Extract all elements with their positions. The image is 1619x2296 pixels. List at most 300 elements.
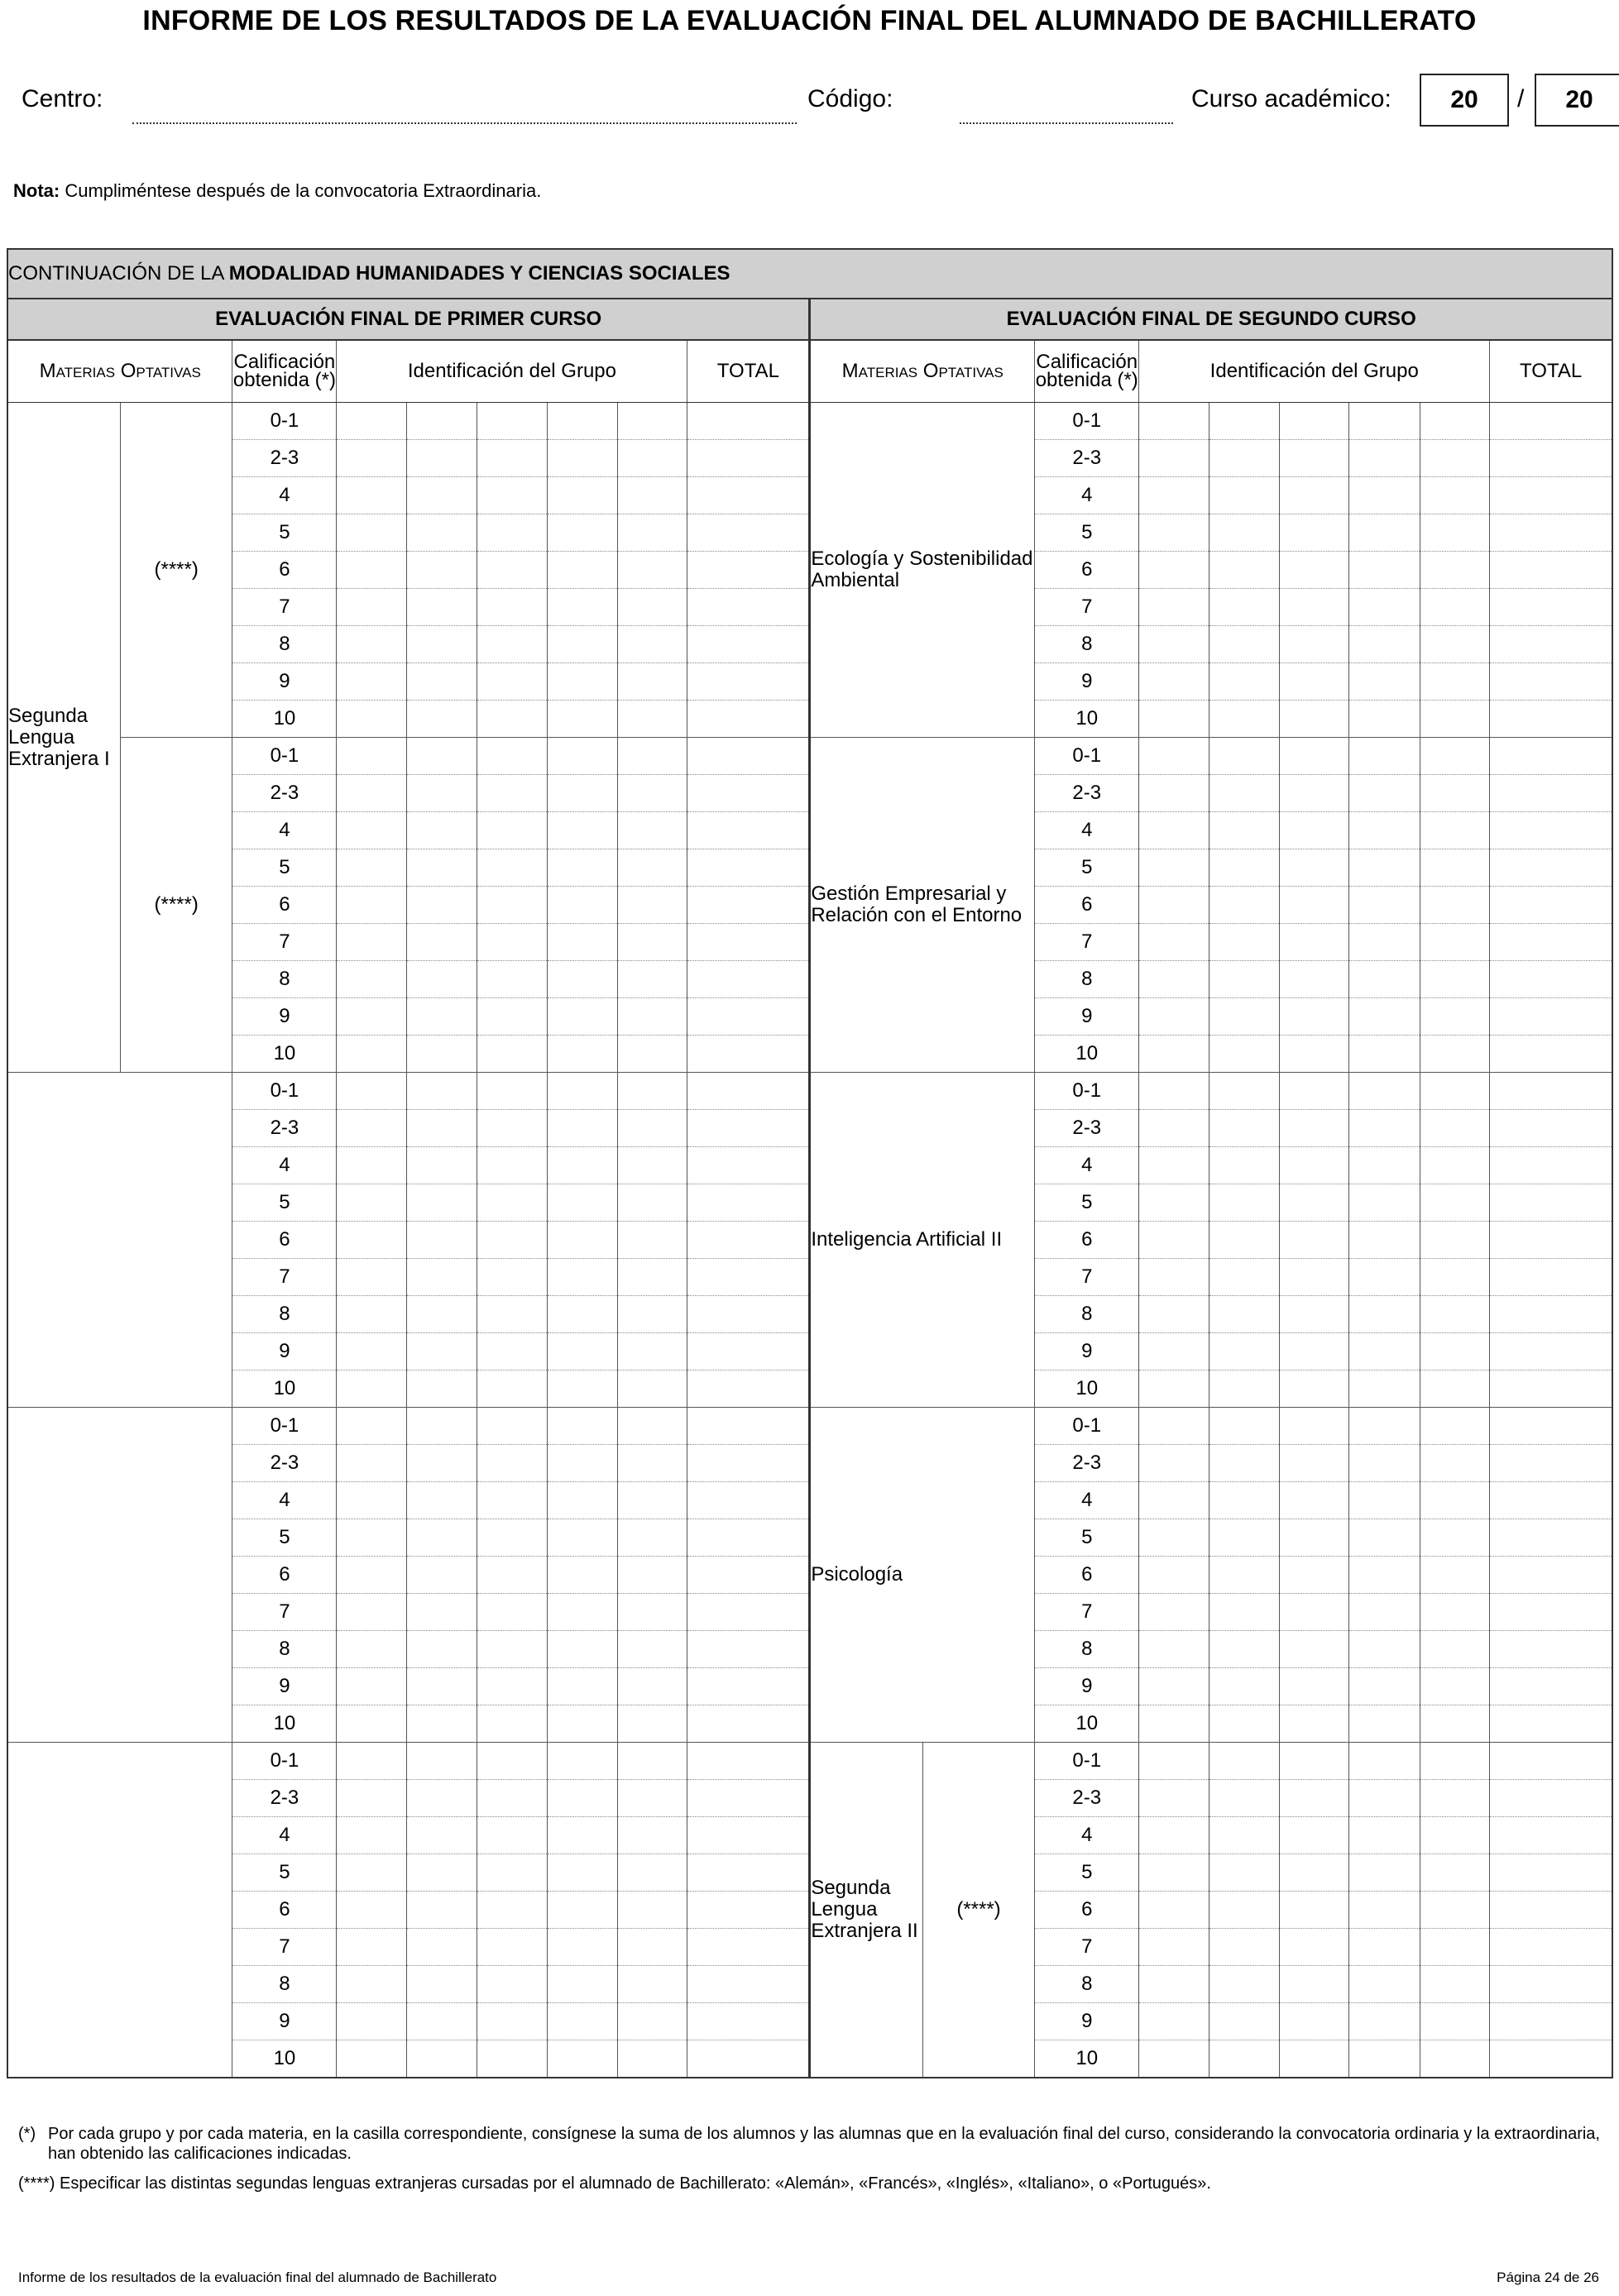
total-cell[interactable] <box>1490 1482 1612 1519</box>
group-cell[interactable] <box>1420 1073 1489 1110</box>
group-cell[interactable] <box>477 2040 547 2078</box>
group-cell[interactable] <box>1420 403 1489 440</box>
group-cell[interactable] <box>547 1668 617 1705</box>
group-cell[interactable] <box>1139 1929 1209 1966</box>
total-cell[interactable] <box>687 812 810 849</box>
group-cell[interactable] <box>1349 1817 1420 1854</box>
group-cell[interactable] <box>406 1259 477 1296</box>
group-cell[interactable] <box>1209 403 1279 440</box>
group-cell[interactable] <box>1139 1557 1209 1594</box>
group-cell[interactable] <box>1280 2040 1349 2078</box>
group-cell[interactable] <box>1420 1557 1489 1594</box>
total-cell[interactable] <box>687 998 810 1036</box>
total-cell[interactable] <box>687 961 810 998</box>
total-cell[interactable] <box>1490 1222 1612 1259</box>
total-cell[interactable] <box>1490 2003 1612 2040</box>
group-cell[interactable] <box>1420 1147 1489 1184</box>
group-cell[interactable] <box>1349 1333 1420 1370</box>
group-cell[interactable] <box>547 1296 617 1333</box>
group-cell[interactable] <box>406 1966 477 2003</box>
group-cell[interactable] <box>1280 1110 1349 1147</box>
group-cell[interactable] <box>618 1854 687 1892</box>
group-cell[interactable] <box>1209 1445 1279 1482</box>
group-cell[interactable] <box>1349 1668 1420 1705</box>
group-cell[interactable] <box>477 477 547 514</box>
group-cell[interactable] <box>618 1445 687 1482</box>
group-cell[interactable] <box>406 1594 477 1631</box>
group-cell[interactable] <box>477 440 547 477</box>
group-cell[interactable] <box>1209 1259 1279 1296</box>
total-cell[interactable] <box>1490 514 1612 552</box>
group-cell[interactable] <box>1139 1259 1209 1296</box>
group-cell[interactable] <box>547 1594 617 1631</box>
group-cell[interactable] <box>1280 1780 1349 1817</box>
left-subject-blank-3[interactable] <box>7 1743 232 2078</box>
group-cell[interactable] <box>406 1222 477 1259</box>
group-cell[interactable] <box>406 1705 477 1743</box>
group-cell[interactable] <box>547 440 617 477</box>
group-cell[interactable] <box>1420 1110 1489 1147</box>
group-cell[interactable] <box>1349 1482 1420 1519</box>
group-cell[interactable] <box>337 961 406 998</box>
group-cell[interactable] <box>1209 1780 1279 1817</box>
group-cell[interactable] <box>1280 403 1349 440</box>
group-cell[interactable] <box>1139 663 1209 701</box>
group-cell[interactable] <box>1139 589 1209 626</box>
group-cell[interactable] <box>337 1036 406 1073</box>
group-cell[interactable] <box>477 514 547 552</box>
total-cell[interactable] <box>1490 1631 1612 1668</box>
group-cell[interactable] <box>1139 552 1209 589</box>
total-cell[interactable] <box>1490 1184 1612 1222</box>
total-cell[interactable] <box>1490 1370 1612 1408</box>
group-cell[interactable] <box>1139 1892 1209 1929</box>
total-cell[interactable] <box>687 663 810 701</box>
group-cell[interactable] <box>547 1036 617 1073</box>
group-cell[interactable] <box>1280 1929 1349 1966</box>
group-cell[interactable] <box>1349 477 1420 514</box>
group-cell[interactable] <box>1280 477 1349 514</box>
group-cell[interactable] <box>547 775 617 812</box>
group-cell[interactable] <box>337 1966 406 2003</box>
group-cell[interactable] <box>618 701 687 738</box>
total-cell[interactable] <box>687 1147 810 1184</box>
group-cell[interactable] <box>1420 626 1489 663</box>
group-cell[interactable] <box>406 1854 477 1892</box>
group-cell[interactable] <box>1209 1408 1279 1445</box>
total-cell[interactable] <box>1490 589 1612 626</box>
group-cell[interactable] <box>1209 1222 1279 1259</box>
total-cell[interactable] <box>1490 812 1612 849</box>
group-cell[interactable] <box>337 626 406 663</box>
total-cell[interactable] <box>687 701 810 738</box>
total-cell[interactable] <box>1490 1296 1612 1333</box>
group-cell[interactable] <box>477 1333 547 1370</box>
year-start-field[interactable]: 20 <box>1420 74 1509 127</box>
total-cell[interactable] <box>687 1966 810 2003</box>
group-cell[interactable] <box>1209 626 1279 663</box>
group-cell[interactable] <box>337 1519 406 1557</box>
total-cell[interactable] <box>687 1557 810 1594</box>
group-cell[interactable] <box>547 2040 617 2078</box>
group-cell[interactable] <box>547 663 617 701</box>
group-cell[interactable] <box>1280 1557 1349 1594</box>
group-cell[interactable] <box>1139 1854 1209 1892</box>
group-cell[interactable] <box>1139 1743 1209 1780</box>
total-cell[interactable] <box>687 1817 810 1854</box>
group-cell[interactable] <box>618 1147 687 1184</box>
group-cell[interactable] <box>337 1482 406 1519</box>
total-cell[interactable] <box>687 1370 810 1408</box>
group-cell[interactable] <box>477 403 547 440</box>
total-cell[interactable] <box>687 1445 810 1482</box>
group-cell[interactable] <box>1349 1296 1420 1333</box>
total-cell[interactable] <box>687 924 810 961</box>
group-cell[interactable] <box>1280 626 1349 663</box>
group-cell[interactable] <box>1349 1408 1420 1445</box>
group-cell[interactable] <box>1280 1892 1349 1929</box>
group-cell[interactable] <box>1349 887 1420 924</box>
total-cell[interactable] <box>1490 1668 1612 1705</box>
group-cell[interactable] <box>337 775 406 812</box>
group-cell[interactable] <box>477 1296 547 1333</box>
group-cell[interactable] <box>477 1705 547 1743</box>
group-cell[interactable] <box>337 738 406 775</box>
left-subject-blank-1[interactable] <box>7 1073 232 1408</box>
group-cell[interactable] <box>1349 1631 1420 1668</box>
group-cell[interactable] <box>547 1631 617 1668</box>
group-cell[interactable] <box>1349 1594 1420 1631</box>
group-cell[interactable] <box>547 1445 617 1482</box>
group-cell[interactable] <box>547 1147 617 1184</box>
group-cell[interactable] <box>1139 1036 1209 1073</box>
group-cell[interactable] <box>1139 887 1209 924</box>
group-cell[interactable] <box>1209 1892 1279 1929</box>
group-cell[interactable] <box>337 403 406 440</box>
group-cell[interactable] <box>618 552 687 589</box>
total-cell[interactable] <box>687 1743 810 1780</box>
group-cell[interactable] <box>547 1780 617 1817</box>
group-cell[interactable] <box>1349 1370 1420 1408</box>
total-cell[interactable] <box>1490 887 1612 924</box>
group-cell[interactable] <box>337 998 406 1036</box>
group-cell[interactable] <box>1420 1966 1489 2003</box>
group-cell[interactable] <box>547 849 617 887</box>
group-cell[interactable] <box>1209 1705 1279 1743</box>
group-cell[interactable] <box>477 849 547 887</box>
group-cell[interactable] <box>337 812 406 849</box>
group-cell[interactable] <box>1420 1370 1489 1408</box>
group-cell[interactable] <box>547 1184 617 1222</box>
total-cell[interactable] <box>1490 701 1612 738</box>
group-cell[interactable] <box>337 1333 406 1370</box>
group-cell[interactable] <box>1280 924 1349 961</box>
group-cell[interactable] <box>1280 961 1349 998</box>
group-cell[interactable] <box>406 961 477 998</box>
group-cell[interactable] <box>1349 924 1420 961</box>
total-cell[interactable] <box>1490 440 1612 477</box>
group-cell[interactable] <box>1139 1408 1209 1445</box>
group-cell[interactable] <box>1349 1557 1420 1594</box>
group-cell[interactable] <box>1280 1073 1349 1110</box>
group-cell[interactable] <box>406 998 477 1036</box>
total-cell[interactable] <box>687 1929 810 1966</box>
group-cell[interactable] <box>618 1184 687 1222</box>
group-cell[interactable] <box>1420 1929 1489 1966</box>
total-cell[interactable] <box>687 403 810 440</box>
group-cell[interactable] <box>477 589 547 626</box>
group-cell[interactable] <box>477 1259 547 1296</box>
group-cell[interactable] <box>406 849 477 887</box>
total-cell[interactable] <box>687 887 810 924</box>
total-cell[interactable] <box>687 2003 810 2040</box>
group-cell[interactable] <box>406 812 477 849</box>
group-cell[interactable] <box>1420 1705 1489 1743</box>
group-cell[interactable] <box>1349 701 1420 738</box>
group-cell[interactable] <box>406 1631 477 1668</box>
total-cell[interactable] <box>687 1296 810 1333</box>
group-cell[interactable] <box>1420 998 1489 1036</box>
group-cell[interactable] <box>1349 663 1420 701</box>
group-cell[interactable] <box>1209 1519 1279 1557</box>
group-cell[interactable] <box>337 1705 406 1743</box>
group-cell[interactable] <box>547 403 617 440</box>
group-cell[interactable] <box>547 961 617 998</box>
group-cell[interactable] <box>477 1110 547 1147</box>
group-cell[interactable] <box>406 1892 477 1929</box>
group-cell[interactable] <box>477 1445 547 1482</box>
total-cell[interactable] <box>1490 1557 1612 1594</box>
group-cell[interactable] <box>406 1370 477 1408</box>
group-cell[interactable] <box>1209 1073 1279 1110</box>
group-cell[interactable] <box>618 477 687 514</box>
total-cell[interactable] <box>1490 1929 1612 1966</box>
group-cell[interactable] <box>477 1073 547 1110</box>
total-cell[interactable] <box>1490 1594 1612 1631</box>
total-cell[interactable] <box>687 1110 810 1147</box>
group-cell[interactable] <box>477 887 547 924</box>
group-cell[interactable] <box>547 1222 617 1259</box>
group-cell[interactable] <box>1280 1854 1349 1892</box>
group-cell[interactable] <box>406 1780 477 1817</box>
group-cell[interactable] <box>1209 1929 1279 1966</box>
group-cell[interactable] <box>406 701 477 738</box>
group-cell[interactable] <box>1420 477 1489 514</box>
group-cell[interactable] <box>337 1408 406 1445</box>
group-cell[interactable] <box>1209 1668 1279 1705</box>
total-cell[interactable] <box>1490 1408 1612 1445</box>
group-cell[interactable] <box>477 1817 547 1854</box>
group-cell[interactable] <box>1280 1370 1349 1408</box>
group-cell[interactable] <box>618 403 687 440</box>
group-cell[interactable] <box>1420 1780 1489 1817</box>
group-cell[interactable] <box>337 1668 406 1705</box>
group-cell[interactable] <box>1209 812 1279 849</box>
group-cell[interactable] <box>1209 2003 1279 2040</box>
group-cell[interactable] <box>337 1184 406 1222</box>
group-cell[interactable] <box>547 1110 617 1147</box>
total-cell[interactable] <box>1490 738 1612 775</box>
group-cell[interactable] <box>1139 514 1209 552</box>
group-cell[interactable] <box>618 1668 687 1705</box>
group-cell[interactable] <box>1209 775 1279 812</box>
group-cell[interactable] <box>477 738 547 775</box>
group-cell[interactable] <box>1420 514 1489 552</box>
group-cell[interactable] <box>1209 1594 1279 1631</box>
group-cell[interactable] <box>477 1929 547 1966</box>
group-cell[interactable] <box>1280 1333 1349 1370</box>
group-cell[interactable] <box>337 924 406 961</box>
group-cell[interactable] <box>547 1482 617 1519</box>
group-cell[interactable] <box>1349 2003 1420 2040</box>
group-cell[interactable] <box>406 924 477 961</box>
group-cell[interactable] <box>547 998 617 1036</box>
group-cell[interactable] <box>337 589 406 626</box>
group-cell[interactable] <box>1139 775 1209 812</box>
group-cell[interactable] <box>1280 1036 1349 1073</box>
group-cell[interactable] <box>1139 924 1209 961</box>
group-cell[interactable] <box>1209 1854 1279 1892</box>
group-cell[interactable] <box>1349 1445 1420 1482</box>
group-cell[interactable] <box>1139 1482 1209 1519</box>
group-cell[interactable] <box>337 1110 406 1147</box>
group-cell[interactable] <box>477 2003 547 2040</box>
group-cell[interactable] <box>1420 1222 1489 1259</box>
group-cell[interactable] <box>547 552 617 589</box>
total-cell[interactable] <box>1490 663 1612 701</box>
group-cell[interactable] <box>1349 552 1420 589</box>
group-cell[interactable] <box>618 663 687 701</box>
group-cell[interactable] <box>1280 1222 1349 1259</box>
group-cell[interactable] <box>1139 1333 1209 1370</box>
group-cell[interactable] <box>1139 2040 1209 2078</box>
group-cell[interactable] <box>406 2040 477 2078</box>
group-cell[interactable] <box>477 961 547 998</box>
group-cell[interactable] <box>406 1817 477 1854</box>
group-cell[interactable] <box>406 1110 477 1147</box>
group-cell[interactable] <box>618 2040 687 2078</box>
group-cell[interactable] <box>1209 1184 1279 1222</box>
group-cell[interactable] <box>1420 1296 1489 1333</box>
group-cell[interactable] <box>1139 1147 1209 1184</box>
group-cell[interactable] <box>406 440 477 477</box>
group-cell[interactable] <box>337 663 406 701</box>
group-cell[interactable] <box>1349 1073 1420 1110</box>
total-cell[interactable] <box>687 1036 810 1073</box>
group-cell[interactable] <box>477 1966 547 2003</box>
group-cell[interactable] <box>337 477 406 514</box>
group-cell[interactable] <box>1280 812 1349 849</box>
group-cell[interactable] <box>547 924 617 961</box>
total-cell[interactable] <box>1490 775 1612 812</box>
total-cell[interactable] <box>1490 1333 1612 1370</box>
group-cell[interactable] <box>1280 440 1349 477</box>
group-cell[interactable] <box>547 1519 617 1557</box>
total-cell[interactable] <box>1490 849 1612 887</box>
total-cell[interactable] <box>1490 1073 1612 1110</box>
group-cell[interactable] <box>1349 514 1420 552</box>
group-cell[interactable] <box>618 1594 687 1631</box>
total-cell[interactable] <box>1490 1445 1612 1482</box>
group-cell[interactable] <box>1280 1147 1349 1184</box>
group-cell[interactable] <box>337 1557 406 1594</box>
group-cell[interactable] <box>477 775 547 812</box>
group-cell[interactable] <box>337 2040 406 2078</box>
group-cell[interactable] <box>547 738 617 775</box>
group-cell[interactable] <box>1209 1333 1279 1370</box>
group-cell[interactable] <box>1349 1519 1420 1557</box>
group-cell[interactable] <box>1420 2003 1489 2040</box>
total-cell[interactable] <box>687 1705 810 1743</box>
group-cell[interactable] <box>337 1073 406 1110</box>
group-cell[interactable] <box>406 887 477 924</box>
total-cell[interactable] <box>687 626 810 663</box>
group-cell[interactable] <box>477 1594 547 1631</box>
group-cell[interactable] <box>1280 1296 1349 1333</box>
group-cell[interactable] <box>618 1966 687 2003</box>
group-cell[interactable] <box>547 1854 617 1892</box>
group-cell[interactable] <box>547 1705 617 1743</box>
group-cell[interactable] <box>1420 701 1489 738</box>
group-cell[interactable] <box>1420 1482 1489 1519</box>
group-cell[interactable] <box>1139 1296 1209 1333</box>
group-cell[interactable] <box>1280 1445 1349 1482</box>
group-cell[interactable] <box>547 589 617 626</box>
total-cell[interactable] <box>687 1519 810 1557</box>
group-cell[interactable] <box>406 589 477 626</box>
group-cell[interactable] <box>1349 2040 1420 2078</box>
group-cell[interactable] <box>337 1259 406 1296</box>
total-cell[interactable] <box>687 849 810 887</box>
total-cell[interactable] <box>687 1333 810 1370</box>
group-cell[interactable] <box>337 2003 406 2040</box>
group-cell[interactable] <box>1280 775 1349 812</box>
group-cell[interactable] <box>1280 1966 1349 2003</box>
group-cell[interactable] <box>547 1966 617 2003</box>
total-cell[interactable] <box>687 775 810 812</box>
total-cell[interactable] <box>687 1222 810 1259</box>
group-cell[interactable] <box>477 1408 547 1445</box>
group-cell[interactable] <box>1139 738 1209 775</box>
group-cell[interactable] <box>1209 589 1279 626</box>
group-cell[interactable] <box>547 1408 617 1445</box>
group-cell[interactable] <box>406 477 477 514</box>
group-cell[interactable] <box>406 1445 477 1482</box>
group-cell[interactable] <box>1349 1705 1420 1743</box>
group-cell[interactable] <box>1420 1259 1489 1296</box>
group-cell[interactable] <box>1420 1892 1489 1929</box>
group-cell[interactable] <box>477 812 547 849</box>
group-cell[interactable] <box>547 1817 617 1854</box>
total-cell[interactable] <box>1490 1854 1612 1892</box>
group-cell[interactable] <box>1280 738 1349 775</box>
group-cell[interactable] <box>1349 775 1420 812</box>
group-cell[interactable] <box>1139 701 1209 738</box>
group-cell[interactable] <box>406 1482 477 1519</box>
left-spec-language-1[interactable]: (****) <box>120 403 232 738</box>
total-cell[interactable] <box>687 1780 810 1817</box>
total-cell[interactable] <box>687 1482 810 1519</box>
group-cell[interactable] <box>618 887 687 924</box>
group-cell[interactable] <box>477 1370 547 1408</box>
group-cell[interactable] <box>547 1333 617 1370</box>
group-cell[interactable] <box>1139 440 1209 477</box>
group-cell[interactable] <box>1349 1259 1420 1296</box>
group-cell[interactable] <box>1139 849 1209 887</box>
group-cell[interactable] <box>337 1222 406 1259</box>
total-cell[interactable] <box>1490 1743 1612 1780</box>
group-cell[interactable] <box>1280 1705 1349 1743</box>
